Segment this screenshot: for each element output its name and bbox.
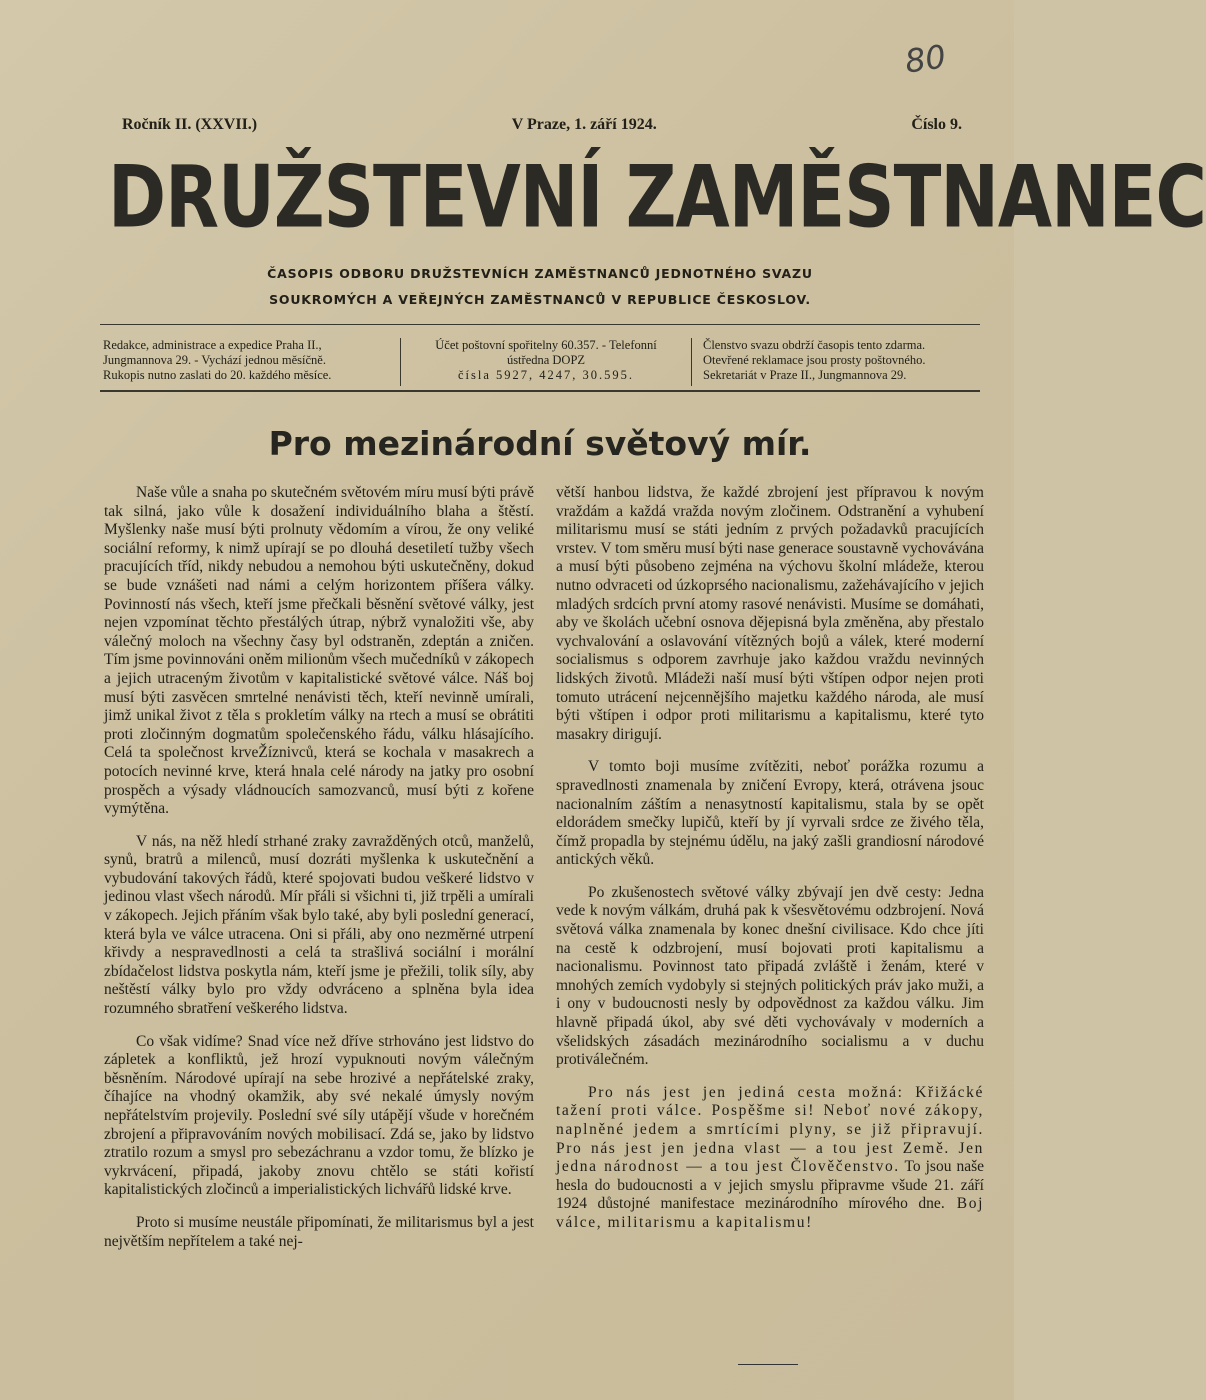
- info-box-accounts: [400, 338, 692, 386]
- info-line: Účet poštovní spořitelny 60.357. - Telefonní: [435, 338, 657, 352]
- subtitle-line-1: ČASOPIS ODBORU DRUŽSTEVNÍCH ZAMĚSTNANCŮ JEDNOTNÉHO SVAZU: [267, 266, 813, 281]
- article-paragraph: V nás, na něž hledí strhané zraky zavražděných otců, manželů, synů, bratrů a milenců, musí dozráti myšlenka k uskutečnění a vybudování takových řádů, které spojovati budou veškeré lidstvo v jedinou vlast všech národů. Mír přáli si všichni ti, již trpěli a umírali v zákopech. Jejich přáním však bylo také, aby byli poslední generací, která byla ve válce utracena. Oni si přáli, aby ono nezměrné utrpení křivdy a nespravedlnosti a celá ta strašlivá sociální i morální zbídačelost lidstva poskytla nám, kteří jsme je přežili, tolik síly, aby neštěstí války bylo pro vždy odvráceno a splněna byla idea rozumného sbratření veškerého lidstva.: [104, 832, 534, 1018]
- masthead-title: DRUŽSTEVNÍ ZAMĚSTNANEC: [108, 146, 1206, 248]
- article-column-right: [556, 484, 984, 1247]
- article-paragraph: Po zkušenostech světové války zbývají jen dvě cesty: Jedna vede k novým válkám, druhá pak k všesvětovému odzbrojení. Nová světová válka znamenala by konec dnešní civilisace. Kdo chce jíti na cestě k odzbrojení, musí bojovati proti kapitalismu a nacionalismu. Povinnost tato připadá zvláště i ženám, které v mnohých zemích vydobyly si stejných politických práv jako muži, a i ony v budoucnosti nesly by odpovědnost za každou válku. Jim hlavně připadá úkol, aby své děti vychovávaly v moderních a všelidských zásadách mezinárodního socialismu a v duchu protiválečném.: [556, 883, 984, 1069]
- article-paragraph: Naše vůle a snaha po skutečném světovém míru musí býti právě tak silná, jako vůle k dosažení individuálního blaha a štěstí. Myšlenky naše musí býti prolnuty vědomím a vírou, že ony veliké sociální reformy, k nimž upírají se po dlouhá desetiletí tužby všech pracujících tříd, nikdy nebudou a nemohou býti uskutečněny, dokud se bude vznášeti nad námi a celým horizontem příšera války. Povinností nás všech, kteří jsme přečkali běsnění světové války, jest nejen vzpomínat těchto přestálých útrap, nýbrž vynaložiti vše, aby válečný moloch na všechny časy byl odstraněn, zdeptán a zničen. Tím jsme povinnováni oněm milionům všech mučedníků v zákopech a jejich utraceným životům v kapitalistické světové válce. Náš boj musí býti zasvěcen smrtelné nenávisti těch, kteří nevinně umírali, jimž unikal život z těla s prokletím války na rtech a musí se obrátiti proti zločinným dogmatům společenského řádu, válku hlásajícího. Celá ta společnost krveŽíznivců, která se kochala v masakrech a potocích nevinné krve, která hnala celé národy na jatky pro osobní prospěch a výsady vládnoucích samozvanců, musí býti z kořene vymýtěna.: [104, 484, 534, 818]
- end-rule: [738, 1364, 798, 1365]
- subtitle-line-2: SOUKROMÝCH A VEŘEJNÝCH ZAMĚSTNANCŮ V REPUBLICE ČESKOSLOV.: [269, 292, 811, 307]
- article-paragraph: V tomto boji musíme zvítěziti, neboť porážka rozumu a spravedlnosti znamenala by zničení Evropy, která, otrávena jsouc nacionalním záštím a nenasytností kapitalismu, stala by se opět eldorádem smečky lupičů, kteří by jí vyrvali srdce ze živého těla, čímž propadla by stejnému údělu, na jaký zašli grandiosní národové antických věků.: [556, 758, 984, 869]
- article-paragraph: větší hanbou lidstva, že každé zbrojení jest přípravou k novým vraždám a každá vražda novým zločinem. Odstranění a vyhubení militarismu musí se státi jedním z prvých požadavků pracujících vrstev. V tom směru musí býti nase generace soustavně vychovávána a musí býti působeno zejména na výchovu školní mládeže, kterou nutno odvraceti od úzkoprsého nacionalismu, zažehávajícího v jejich mladých srdcích první atomy rasové nenávisti. Musíme se domáhati, aby ve školách učební osnova dějepisná byla změněna, aby přestalo vychvalování a oslavování vítězných bojů a válek, které moderní socialismus s odporem zavrhuje jako každou vraždu nevinných lidských životů. Mládeži naší musí býti vštípen odpor nejen proti tomuto utrácení nejcennějšího majetku každého národa, ale musí býti vštípen i odpor proti militarismu a kapitalismu, které tyto masakry dirigují.: [556, 484, 985, 743]
- article-headline: Pro mezinárodní světový mír.: [268, 424, 812, 463]
- info-line: Sekretariát v Praze II., Jungmannova 29.: [703, 368, 907, 382]
- info-line: Otevřené reklamace jsou prosty poštovného.: [703, 353, 926, 367]
- closing-text: To jsou naše hesla do budoucnosti a v jejich smyslu připravme všude 21. září 1924 důstojné manifestace mezinárodního mírového dne.: [556, 1158, 984, 1213]
- volume-label: Ročník II. (XXVII.): [122, 116, 258, 133]
- article-paragraph: Co však vidíme? Snad více než dříve strhováno jest lidstvo do zápletek a konfliktů, jež hrozí vypuknouti novým válečným běsněním. Národové upírají na sebe hrozivé a nepřátelské zraky, číhajíce na vhodný okamžik, aby své nekalé úmysly novým nepřátelstvím projevily. Poslední své síly utápějí všude v horečném zbrojení a připravováním nových mobilisací. Zdá se, jako by lidstvo ztratilo rozum a smysl pro sebezáchranu a vzdor tomu, že blízko je vykrvácení, připadá, jakoby znovu chtělo se státi kořistí kapitalistických zločinců a imperialistických lichvářů lidské krve.: [104, 1032, 534, 1199]
- handwritten-note: 80: [902, 37, 949, 81]
- closing-spaced-text: Pro nás jest jen jediná cesta možná: Křižácké tažení proti válce. Pospěšme si! Neboť nové zákopy, naplněné jedem a smrtícími plyny, se již připravují. Pro nás jest jen jedna vlast — a tou jest Země. Jen jedna národnost — a tou jest Člověčenstvo.: [556, 1083, 984, 1176]
- info-line: čísla 5927, 4247, 30.595.: [457, 368, 635, 382]
- info-box-editorial: [103, 338, 393, 386]
- divider-top: [100, 324, 980, 325]
- issue-number: Číslo 9.: [911, 116, 962, 133]
- info-line: Členstvo svazu obdrží časopis tento zdarma.: [703, 338, 926, 352]
- issue-date: V Praze, 1. září 1924.: [511, 116, 657, 133]
- info-line: ústředna DOPZ: [506, 353, 586, 367]
- closing-slogan: Boj válce, militarismu a kapitalismu!: [556, 1195, 985, 1231]
- article-column-left: [104, 484, 534, 1265]
- divider-bottom: [100, 390, 980, 392]
- info-line: Rukopis nutno zaslati do 20. každého měsíce.: [103, 368, 332, 382]
- info-line: Redakce, administrace a expedice Praha II.,: [103, 338, 322, 352]
- info-box-membership: [703, 338, 983, 386]
- article-closing-paragraph: [556, 1084, 984, 1233]
- info-line: Jungmannova 29. - Vychází jednou měsíčně.: [103, 353, 326, 367]
- article-paragraph: Proto si musíme neustále připomínati, že militarismus byl a jest největším nepřítelem a také nej-: [104, 1213, 534, 1250]
